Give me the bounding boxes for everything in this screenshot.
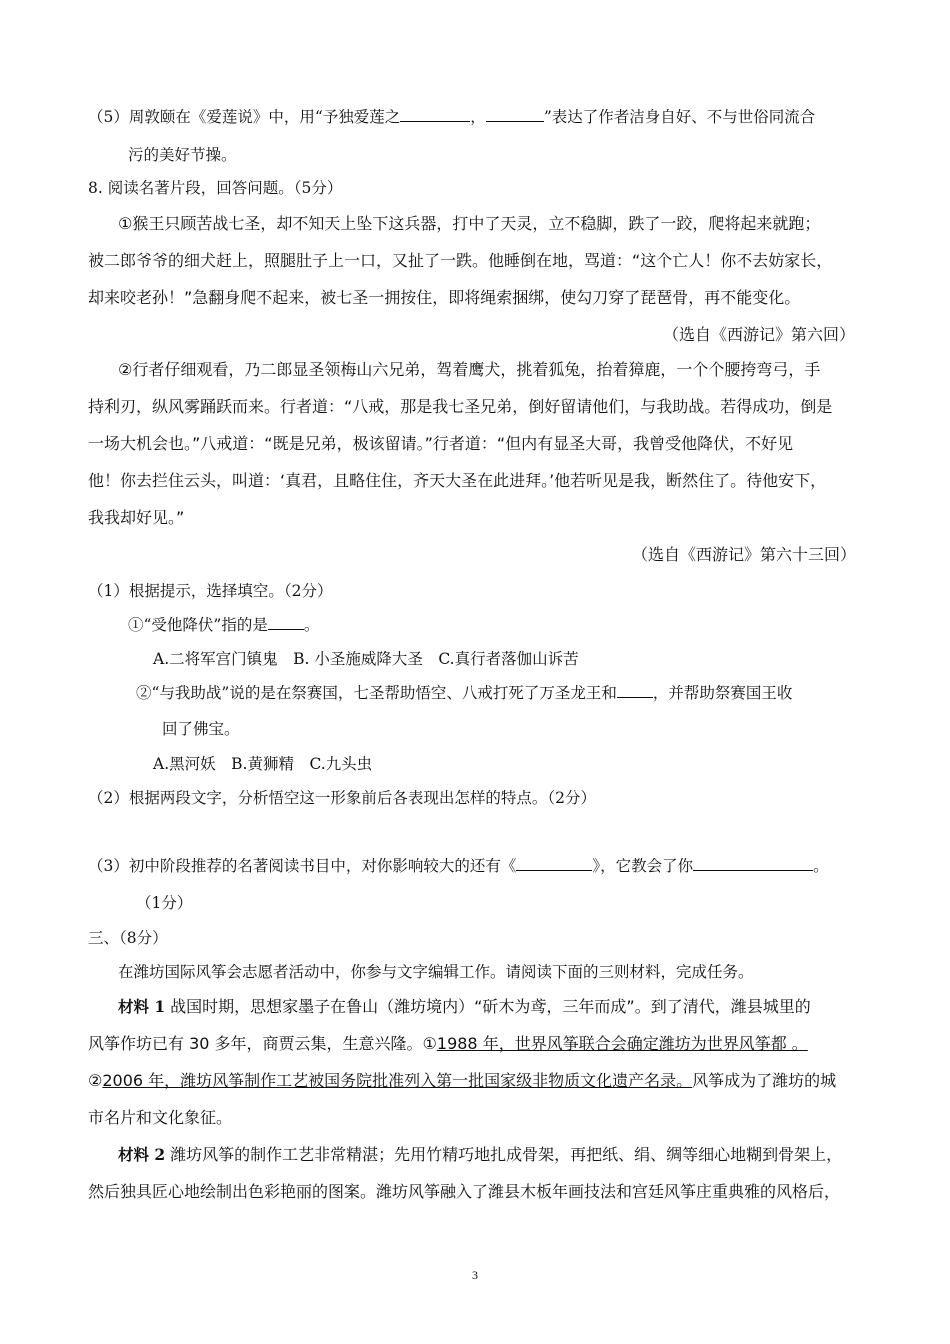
answer-blank[interactable] [486,107,544,122]
passage2-line: 持利刃，纵风雾踊跃而来。行者道：“八戒，那是我七圣兄弟，倒好留请他们，与我助战。若得成功，倒是 [88,397,833,416]
sub1-options-2: A.黑河妖 B.黄狮精 C.九头虫 [153,755,373,773]
material2-label: 材料 2 [118,1145,166,1164]
passage2-line: 我我却好见。” [88,508,185,527]
sub1-question-1 [128,615,319,635]
page-number: 3 [472,1268,478,1282]
sub3-question [88,856,829,876]
answer-blank[interactable] [516,856,592,871]
material1-line [88,1034,808,1054]
section3-intro: 在潍坊国际风筝会志愿者活动中，你参与文字编辑工作。请阅读下面的三则材料，完成任务。 [118,963,754,981]
material1-text: 风筝成为了潍坊的城 [692,1071,837,1090]
material1-line [88,1071,836,1091]
q5-line-1 [88,107,815,127]
passage2-line: 一场大机会也。”八戒道：“既是兄弟，极该留请。”行者道：“但内有显圣大哥，我曾受他降伏，不好见 [88,434,794,453]
q5-line-2: 污的美好节操。 [128,146,237,164]
material1-line: 市名片和文化象征。 [88,1108,233,1127]
sub3-text-c: 。 [813,857,829,875]
passage2-line: 他！你去拦住云头，叫道：‘真君，且略住住，齐天大圣在此进拜。’他若听见是我，断然住了。待他安下， [88,471,827,490]
source-citation-1: （选自《西游记》第六回） [663,325,856,344]
material1-text: 风筝作坊已有 30 多年，商贾云集，生意兴隆。① [88,1034,437,1053]
q5-text-c: ”表达了作者洁身自好、不与世俗同流合 [543,108,816,126]
sub1-q2-text-a: ②“与我助战”说的是在祭赛国，七圣帮助悟空、八戒打死了万圣龙王和 [136,684,617,702]
sub1-heading: （1）根据提示，选择填空。（2分） [88,582,333,600]
section3-heading: 三、（8分） [88,929,168,947]
material2-line: 然后独具匠心地绘制出色彩艳丽的图案。潍坊风筝融入了潍县木板年画技法和宫廷风筝庄重典雅的风格后， [88,1182,841,1201]
passage2-line: ②行者仔细观看，乃二郎显圣领梅山六兄弟，驾着鹰犬，挑着狐兔，抬着獐鹿，一个个腰挎弯弓，手 [118,360,821,379]
answer-blank[interactable] [400,107,470,122]
answer-blank[interactable] [617,683,653,698]
sub1-q1-end: 。 [303,616,320,634]
q5-text-b: ， [470,108,486,126]
underlined-sentence-2: 2006 年，潍坊风筝制作工艺被国务院批准列入第一批国家级非物质文化遗产名录。 [102,1071,693,1090]
answer-blank[interactable] [268,615,304,630]
underlined-sentence-1: 1988 年，世界风筝联合会确定潍坊为世界风筝都 。 [436,1034,808,1053]
sub1-q1-text: ①“受他降伏”指的是 [128,616,268,634]
passage1-line: 却来咬老孙！”急翻身爬不起来，被七圣一拥按住，即将绳索捆绑，使勾刀穿了琵琶骨，再不能变化。 [88,288,801,307]
sub3-text-a: （3）初中阶段推荐的名著阅读书目中，对你影响较大的还有《 [88,857,517,875]
material1-line [118,997,811,1017]
material1-label: 材料 1 [118,997,166,1016]
sub1-question-2-cont: 回了佛宝。 [162,720,240,738]
answer-blank[interactable] [693,856,813,871]
material1-text: 战国时期，思想家墨子在鲁山（潍坊境内）“斫木为鸢，三年而成”。到了清代，潍县城里的 [170,997,811,1016]
source-citation-2: （选自《西游记》第六十三回） [632,545,857,564]
material2-line [118,1145,842,1165]
sub3-score: （1分） [136,894,193,912]
sub1-question-2 [136,683,792,703]
q8-heading: 8. 阅读名著片段，回答问题。（5分） [88,179,343,197]
passage1-line: 被二郎爷爷的细犬赶上，照腿肚子上一口，又扯了一跌。他睡倒在地，骂道：“这个亡人！你不去妨家长， [88,251,833,270]
sub1-options-1: A.二将军宫门镇鬼 B. 小圣施威降大圣 C.真行者落伽山诉苦 [153,650,579,668]
material1-text: ② [88,1071,103,1090]
q5-text-a: （5）周敦颐在《爱莲说》中，用“予独爱莲之 [88,108,401,126]
passage1-line: ①猴王只顾苦战七圣，却不知天上坠下这兵器，打中了天灵，立不稳脚，跌了一跤，爬将起来就跑； [118,214,821,233]
sub1-q2-text-b: ，并帮助祭赛国王收 [652,684,793,702]
material2-text: 潍坊风筝的制作工艺非常精湛；先用竹精巧地扎成骨架，再把纸、绢、绸等细心地糊到骨架上， [170,1145,843,1164]
sub3-text-b: 》，它教会了你 [592,857,694,875]
sub2-question: （2）根据两段文字，分析悟空这一形象前后各表现出怎样的特点。（2分） [88,789,596,807]
